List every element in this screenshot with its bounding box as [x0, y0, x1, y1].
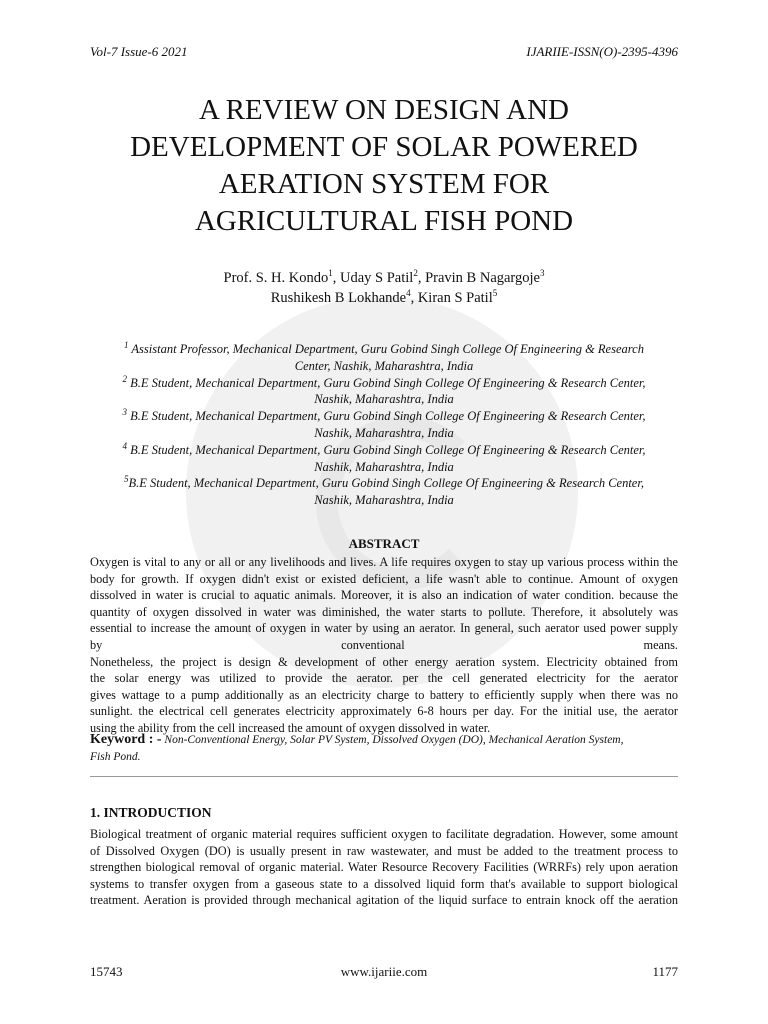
- affiliation-sup: 3: [122, 407, 127, 418]
- introduction-heading: 1. INTRODUCTION: [90, 805, 212, 820]
- author-sup: 4: [406, 288, 411, 299]
- author-sep: ,: [417, 270, 426, 286]
- paper-title: [90, 92, 678, 240]
- author-line: [90, 268, 678, 288]
- introduction-body: [90, 826, 678, 909]
- abstract-line: quantity of oxygen dissolved in water was diminished, the water starts to pollute. Therefore, it absolutely was: [90, 604, 678, 619]
- affiliation-line: $^1$ Assistant Professor, Mechanical Department, Guru Gobind Singh College Of Engineering & Research: [124, 339, 644, 356]
- affiliation-line: $^3$ B.E Student, Mechanical Department, Guru Gobind Singh College Of Engineering & Research Center,: [122, 407, 646, 424]
- title-line: AERATION SYSTEM FOR: [218, 168, 550, 200]
- author-name: Rushikesh B Lokhande: [270, 290, 407, 306]
- abstract-line: body for growth. If oxygen didn't exist or existed deficient, a life wasn't able to continue. Amount of oxygen: [90, 571, 678, 586]
- abstract-line: dissolved in water is crucial to aquatic animals. Moreover, it is also an indication of water condition. because the: [90, 588, 678, 603]
- abstract-line: the solar energy was utilized to provide the aerator. per the cell generated electricity for the aerator: [90, 671, 678, 686]
- title-line: A REVIEW ON DESIGN AND: [198, 94, 569, 126]
- author-sup: 3: [539, 268, 545, 279]
- author-list: [90, 268, 678, 308]
- abstract-line: by conventional means.: [90, 637, 678, 652]
- abstract-line: Nonetheless, the project is design & development of other energy aeration system. Electricity obtained from: [90, 654, 678, 669]
- affiliation-line: Nashik, Maharashtra, India: [314, 459, 454, 474]
- section-divider: [90, 776, 678, 777]
- abstract-line: essential to increase the amount of oxygen in water by using an aerator. In general, such aerator used power supply: [90, 621, 678, 636]
- author-sup: 5: [492, 288, 498, 299]
- abstract-body: [90, 554, 678, 737]
- keyword-text-cont: Fish Pond.: [90, 751, 141, 763]
- header-issn: IJARIIE-ISSN(O)-2395-4396: [526, 44, 678, 59]
- author-name: Prof. S. H. Kondo: [223, 270, 329, 286]
- affiliation-line: Nashik, Maharashtra, India: [314, 392, 454, 407]
- intro-line: Biological treatment of organic material requires sufficient oxygen to facilitate degradation. However, some amount: [90, 827, 678, 841]
- abstract-line: sunlight. the electrical cell generates electricity approximately 6-8 hours per day. For the initial use, the aerator: [90, 704, 678, 719]
- keyword-label: Keyword : -: [90, 732, 162, 747]
- affiliation-line: Nashik, Maharashtra, India: [314, 425, 454, 440]
- title-line: AGRICULTURAL FISH POND: [194, 205, 574, 237]
- header-volume: Vol-7 Issue-6 2021: [90, 44, 188, 59]
- keyword-text: Non-Conventional Energy, Solar PV System, Dissolved Oxygen (DO), Mechanical Aeration System,: [161, 734, 624, 746]
- abstract-line: using the ability from the cell increased the amount of oxygen dissolved in water.: [90, 720, 491, 735]
- affiliation-line: Nashik, Maharashtra, India: [314, 493, 454, 508]
- author-sep: ,: [410, 290, 418, 306]
- abstract-line: gives wattage to a pump additionally as an electricity charge to battery to efficiently supply when there was no: [90, 687, 678, 702]
- affiliation-line: $^4$ B.E Student, Mechanical Department, Guru Gobind Singh College Of Engineering & Research Center,: [122, 440, 646, 457]
- intro-line: systems to transfer oxygen from a gaseous state to a dissolved liquid form that's available to support biological: [90, 876, 678, 891]
- affiliation-line: $^5$B.E Student, Mechanical Department, Guru Gobind Singh College Of Engineering & Research Center,: [124, 474, 644, 491]
- footer-website: www.ijariie.com: [340, 964, 428, 979]
- title-line: DEVELOPMENT OF SOLAR POWERED: [130, 131, 638, 163]
- abstract-heading: ABSTRACT: [348, 536, 420, 551]
- affiliation-list: [90, 341, 678, 509]
- author-sup: 2: [413, 268, 418, 279]
- affiliation-line: Center, Nashik, Maharashtra, India: [294, 358, 474, 373]
- intro-line: treatment. Aeration is provided through mechanical agitation of the liquid surface to entrain knock off the aeration: [90, 893, 678, 908]
- author-line: [90, 288, 678, 308]
- affiliation-sup: 2: [122, 373, 127, 384]
- affiliation-sup: 4: [122, 440, 127, 451]
- footer-id: 15743: [90, 964, 123, 979]
- affiliation-line: $^2$ B.E Student, Mechanical Department, Guru Gobind Singh College Of Engineering & Research Center,: [122, 373, 646, 390]
- keywords: [90, 731, 678, 766]
- author-sup: 1: [328, 268, 333, 279]
- affiliation-sup: 5: [124, 474, 129, 485]
- intro-line: strengthen biological removal of organic material. Water Resource Recovery Facilities (WRRFs) rely upon aeration: [90, 860, 678, 875]
- author-name: Kiran S Patil: [417, 290, 493, 306]
- author-name: Uday S Patil: [340, 270, 414, 286]
- intro-line: of Dissolved Oxygen (DO) is usually present in raw wastewater, and must be added to the treatment process to: [90, 843, 678, 858]
- abstract-line: Oxygen is vital to any or all or any livelihoods and lives. A life requires oxygen to stay up various process within the: [90, 555, 678, 569]
- page-number: 1177: [652, 964, 678, 979]
- affiliation-sup: 1: [124, 339, 129, 350]
- author-name: Pravin B Nagargoje: [425, 270, 540, 286]
- author-sep: ,: [332, 270, 340, 286]
